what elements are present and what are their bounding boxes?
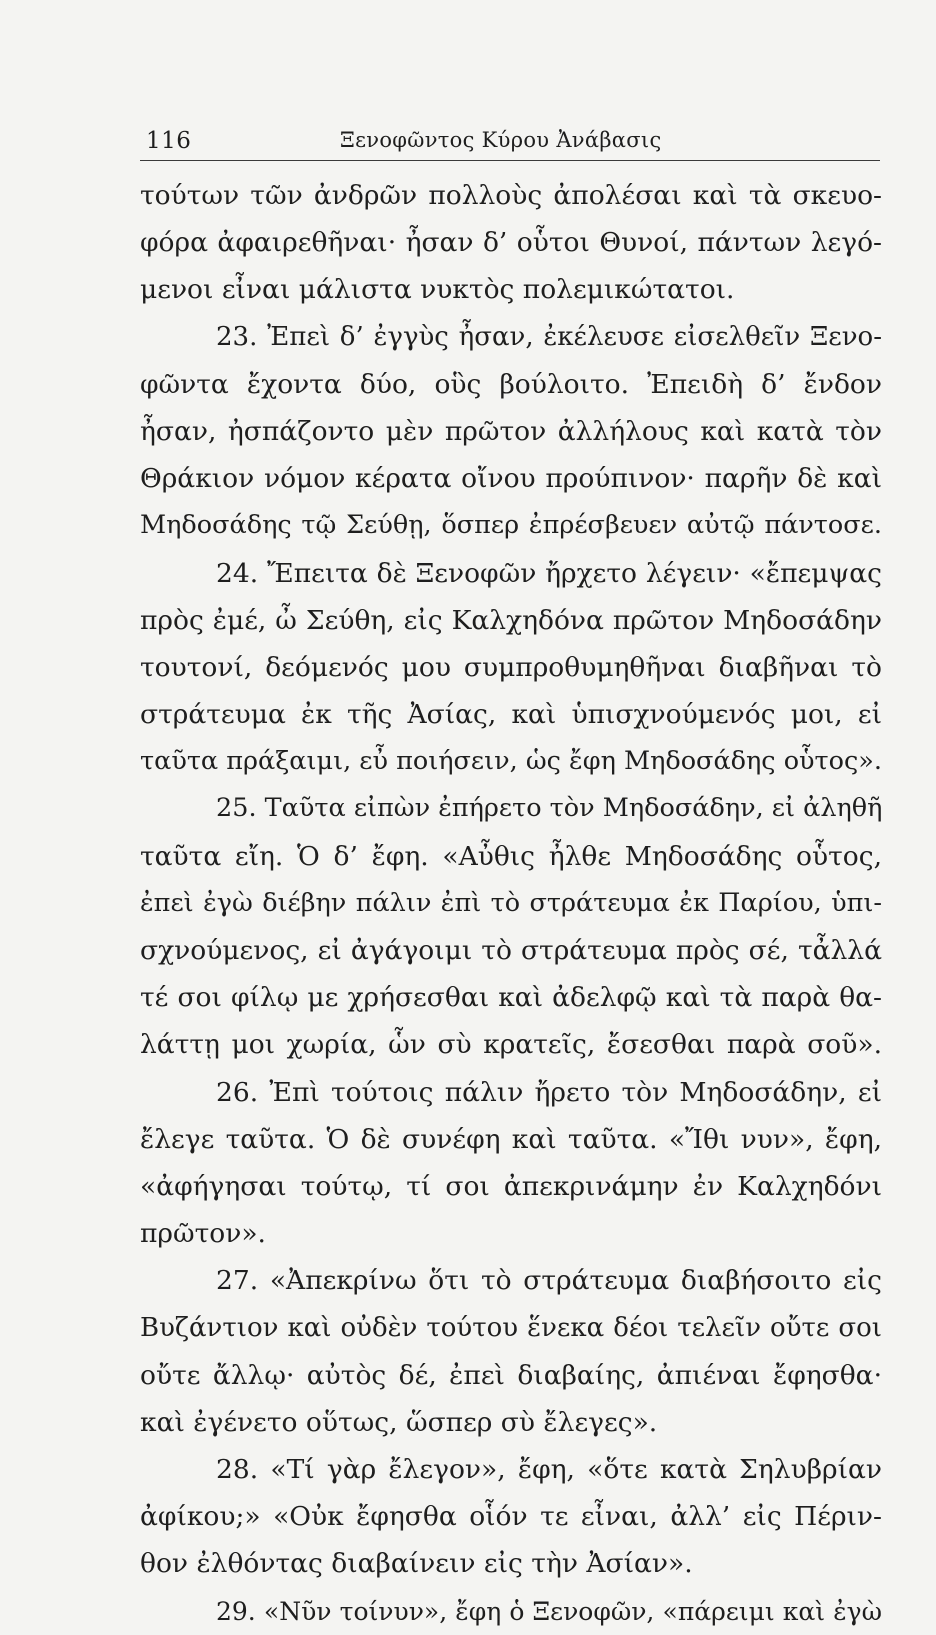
text-line: ταῦτα πράξαιμι, εὖ ποιήσειν, ὡς ἔφη Μηδοσάδης οὗτος». <box>140 746 882 777</box>
text-line: 24. Ἔπειτα δὲ Ξενοφῶν ἤρχετο λέγειν· «ἔπεμψας <box>216 557 882 589</box>
text-line: ἔλεγε ταῦτα. Ὁ δὲ συνέφη καὶ ταῦτα. «Ἴθι νυν», ἔφη, <box>140 1123 882 1155</box>
text-line: 26. Ἐπὶ τούτοις πάλιν ἤρετο τὸν Μηδοσάδην, εἰ <box>216 1076 882 1108</box>
page-number: 116 <box>146 128 192 154</box>
text-line: οὔτε ἄλλῳ· αὐτὸς δέ, ἐπεὶ διαβαίης, ἀπιέναι ἔφησθα· <box>140 1359 882 1391</box>
text-line: ἐπεὶ ἐγὼ διέβην πάλιν ἐπὶ τὸ στράτευμα ἐκ Παρίου, ὑπι- <box>140 887 882 918</box>
text-line: 28. «Τί γὰρ ἔλεγον», ἔφη, «ὅτε κατὰ Σηλυβρίαν <box>216 1454 882 1486</box>
text-line: φόρα ἀφαιρεθῆναι· ἦσαν δ’ οὗτοι Θυνοί, πάντων λεγό- <box>140 227 882 259</box>
text-line: ταῦτα εἴη. Ὁ δ’ ἔφη. «Αὖθις ἦλθε Μηδοσάδης οὗτος, <box>140 840 882 872</box>
text-line: ἦσαν, ἠσπάζοντο μὲν πρῶτον ἀλλήλους καὶ κατὰ τὸν <box>140 415 882 447</box>
text-line: πρῶτον». <box>140 1218 266 1250</box>
text-line: 27. «Ἀπεκρίνω ὅτι τὸ στράτευμα διαβήσοιτο εἰς <box>216 1265 882 1297</box>
text-line: μενοι εἶναι μάλιστα νυκτὸς πολεμικώτατοι. <box>140 274 735 306</box>
text-line: φῶντα ἔχοντα δύο, οὓς βούλοιτο. Ἐπειδὴ δ’ ἔνδον <box>140 368 882 400</box>
text-line: «ἀφήγησαι τούτῳ, τί σοι ἀπεκρινάμην ἐν Καλχηδόνι <box>140 1170 882 1202</box>
text-line: 23. Ἐπεὶ δ’ ἐγγὺς ἦσαν, ἐκέλευσε εἰσελθεῖν Ξενο- <box>216 321 882 352</box>
text-line: ἀφίκου;» «Οὐκ ἔφησθα οἷόν τε εἶναι, ἀλλ’ εἰς Πέριν- <box>140 1501 882 1533</box>
text-line: θον ἐλθόντας διαβαίνειν εἰς τὴν Ἀσίαν». <box>140 1548 693 1580</box>
text-line: στράτευμα ἐκ τῆς Ἀσίας, καὶ ὑπισχνούμενός μοι, εἰ <box>140 699 882 731</box>
text-line: 29. «Νῦν τοίνυν», ἔφη ὁ Ξενοφῶν, «πάρειμι καὶ ἐγὼ <box>216 1596 882 1626</box>
text-line: τουτονί, δεόμενός μου συμπροθυμηθῆναι διαβῆναι τὸ <box>140 651 882 683</box>
text-line: λάττῃ μοι χωρία, ὧν σὺ κρατεῖς, ἔσεσθαι παρὰ σοῦ». <box>140 1029 882 1061</box>
body-text <box>140 172 882 1635</box>
text-line: Βυζάντιον καὶ οὐδὲν τούτου ἕνεκα δέοι τελεῖν οὔτε σοι <box>140 1312 882 1343</box>
text-line: καὶ ἐγένετο οὕτως, ὥσπερ σὺ ἔλεγες». <box>140 1406 658 1438</box>
text-line: Μηδοσάδης τῷ Σεύθῃ, ὅσπερ ἐπρέσβευεν αὐτῷ πάντοσε. <box>140 510 882 541</box>
text-line: 25. Ταῦτα εἰπὼν ἐπήρετο τὸν Μηδοσάδην, εἰ ἀληθῆ <box>216 793 882 824</box>
text-line: Θράκιον νόμον κέρατα οἴνου προύπινον· παρῆν δὲ καὶ <box>140 463 882 495</box>
running-title: Ξενοφῶντος Κύρου Ἀνάβασις <box>340 128 662 152</box>
text-line: πρὸς ἐμέ, ὦ Σεύθη, εἰς Καλχηδόνα πρῶτον Μηδοσάδην <box>140 604 882 636</box>
text-line: τέ σοι φίλῳ με χρήσεσθαι καὶ ἀδελφῷ καὶ τὰ παρὰ θα- <box>140 982 882 1014</box>
text-line: τούτων τῶν ἀνδρῶν πολλοὺς ἀπολέσαι καὶ τὰ σκευο- <box>140 180 882 211</box>
text-line: σχνούμενος, εἰ ἀγάγοιμι τὸ στράτευμα πρὸς σέ, τἆλλά <box>140 935 882 966</box>
page-header <box>140 124 880 161</box>
